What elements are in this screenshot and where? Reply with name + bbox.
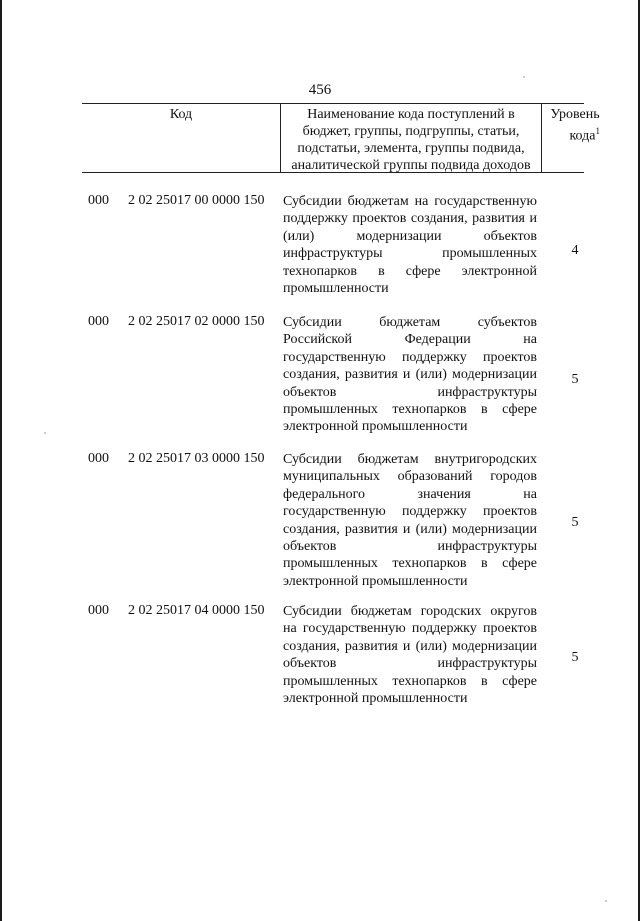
header-top-border [82, 103, 584, 104]
scan-speck [523, 76, 525, 78]
header-name-line: Наименование кода поступлений в [307, 107, 515, 122]
admin-code: 000 [88, 314, 109, 329]
admin-code: 000 [88, 603, 109, 618]
revenue-code: 2 02 25017 02 0000 150 [128, 314, 265, 329]
code-level: 5 [571, 515, 579, 530]
header-code: Код [169, 107, 193, 122]
revenue-name: Субсидии бюджетам городских округов на государственную поддержку проектов создания, развития и (или) модернизации объектов инфраструктуры промышленных технопарков в сфере электронной промышленности [283, 604, 537, 707]
header-level-line1: Уровень [550, 107, 600, 122]
revenue-code: 2 02 25017 00 0000 150 [128, 193, 265, 208]
scan-speck [605, 900, 607, 902]
header-level-line2-wrap [542, 123, 608, 145]
header-name-line: подстатьи, элемента, группы подвида, [297, 141, 525, 156]
header-name-line: бюджет, группы, подгруппы, статьи, [302, 124, 520, 139]
admin-code: 000 [88, 193, 109, 208]
revenue-name: Субсидии бюджетам на государственную поддержку проектов создания, развития и (или) модернизации объектов инфраструктуры промышленных технопарков в сфере электронной промышленности [283, 194, 537, 297]
header-name-line: аналитической группы подвида доходов [291, 158, 531, 173]
revenue-name: Субсидии бюджетам субъектов Российской Федерации на государственную поддержку проектов создания, развития и (или) модернизации объектов инфраструктуры промышленных технопарков в сфере электронной промышленности [283, 315, 537, 435]
code-level: 5 [571, 650, 579, 665]
admin-code: 000 [88, 451, 109, 466]
code-level: 4 [571, 243, 579, 258]
footnote-marker: 1 [595, 126, 600, 136]
scan-speck [44, 432, 46, 434]
revenue-name: Субсидии бюджетам внутригородских муниципальных образований городов федерального значения на государственную поддержку проектов создания, развития и (или) модернизации объектов инфраструктуры промышленных технопарков в сфере электронной промышленности [283, 452, 537, 589]
code-level: 5 [571, 372, 579, 387]
page-number: 456 [308, 82, 332, 98]
header-level [542, 106, 608, 145]
header-name [281, 106, 541, 174]
header-level-line2: кода [569, 128, 596, 144]
revenue-code: 2 02 25017 04 0000 150 [128, 603, 265, 618]
revenue-code: 2 02 25017 03 0000 150 [128, 451, 265, 466]
